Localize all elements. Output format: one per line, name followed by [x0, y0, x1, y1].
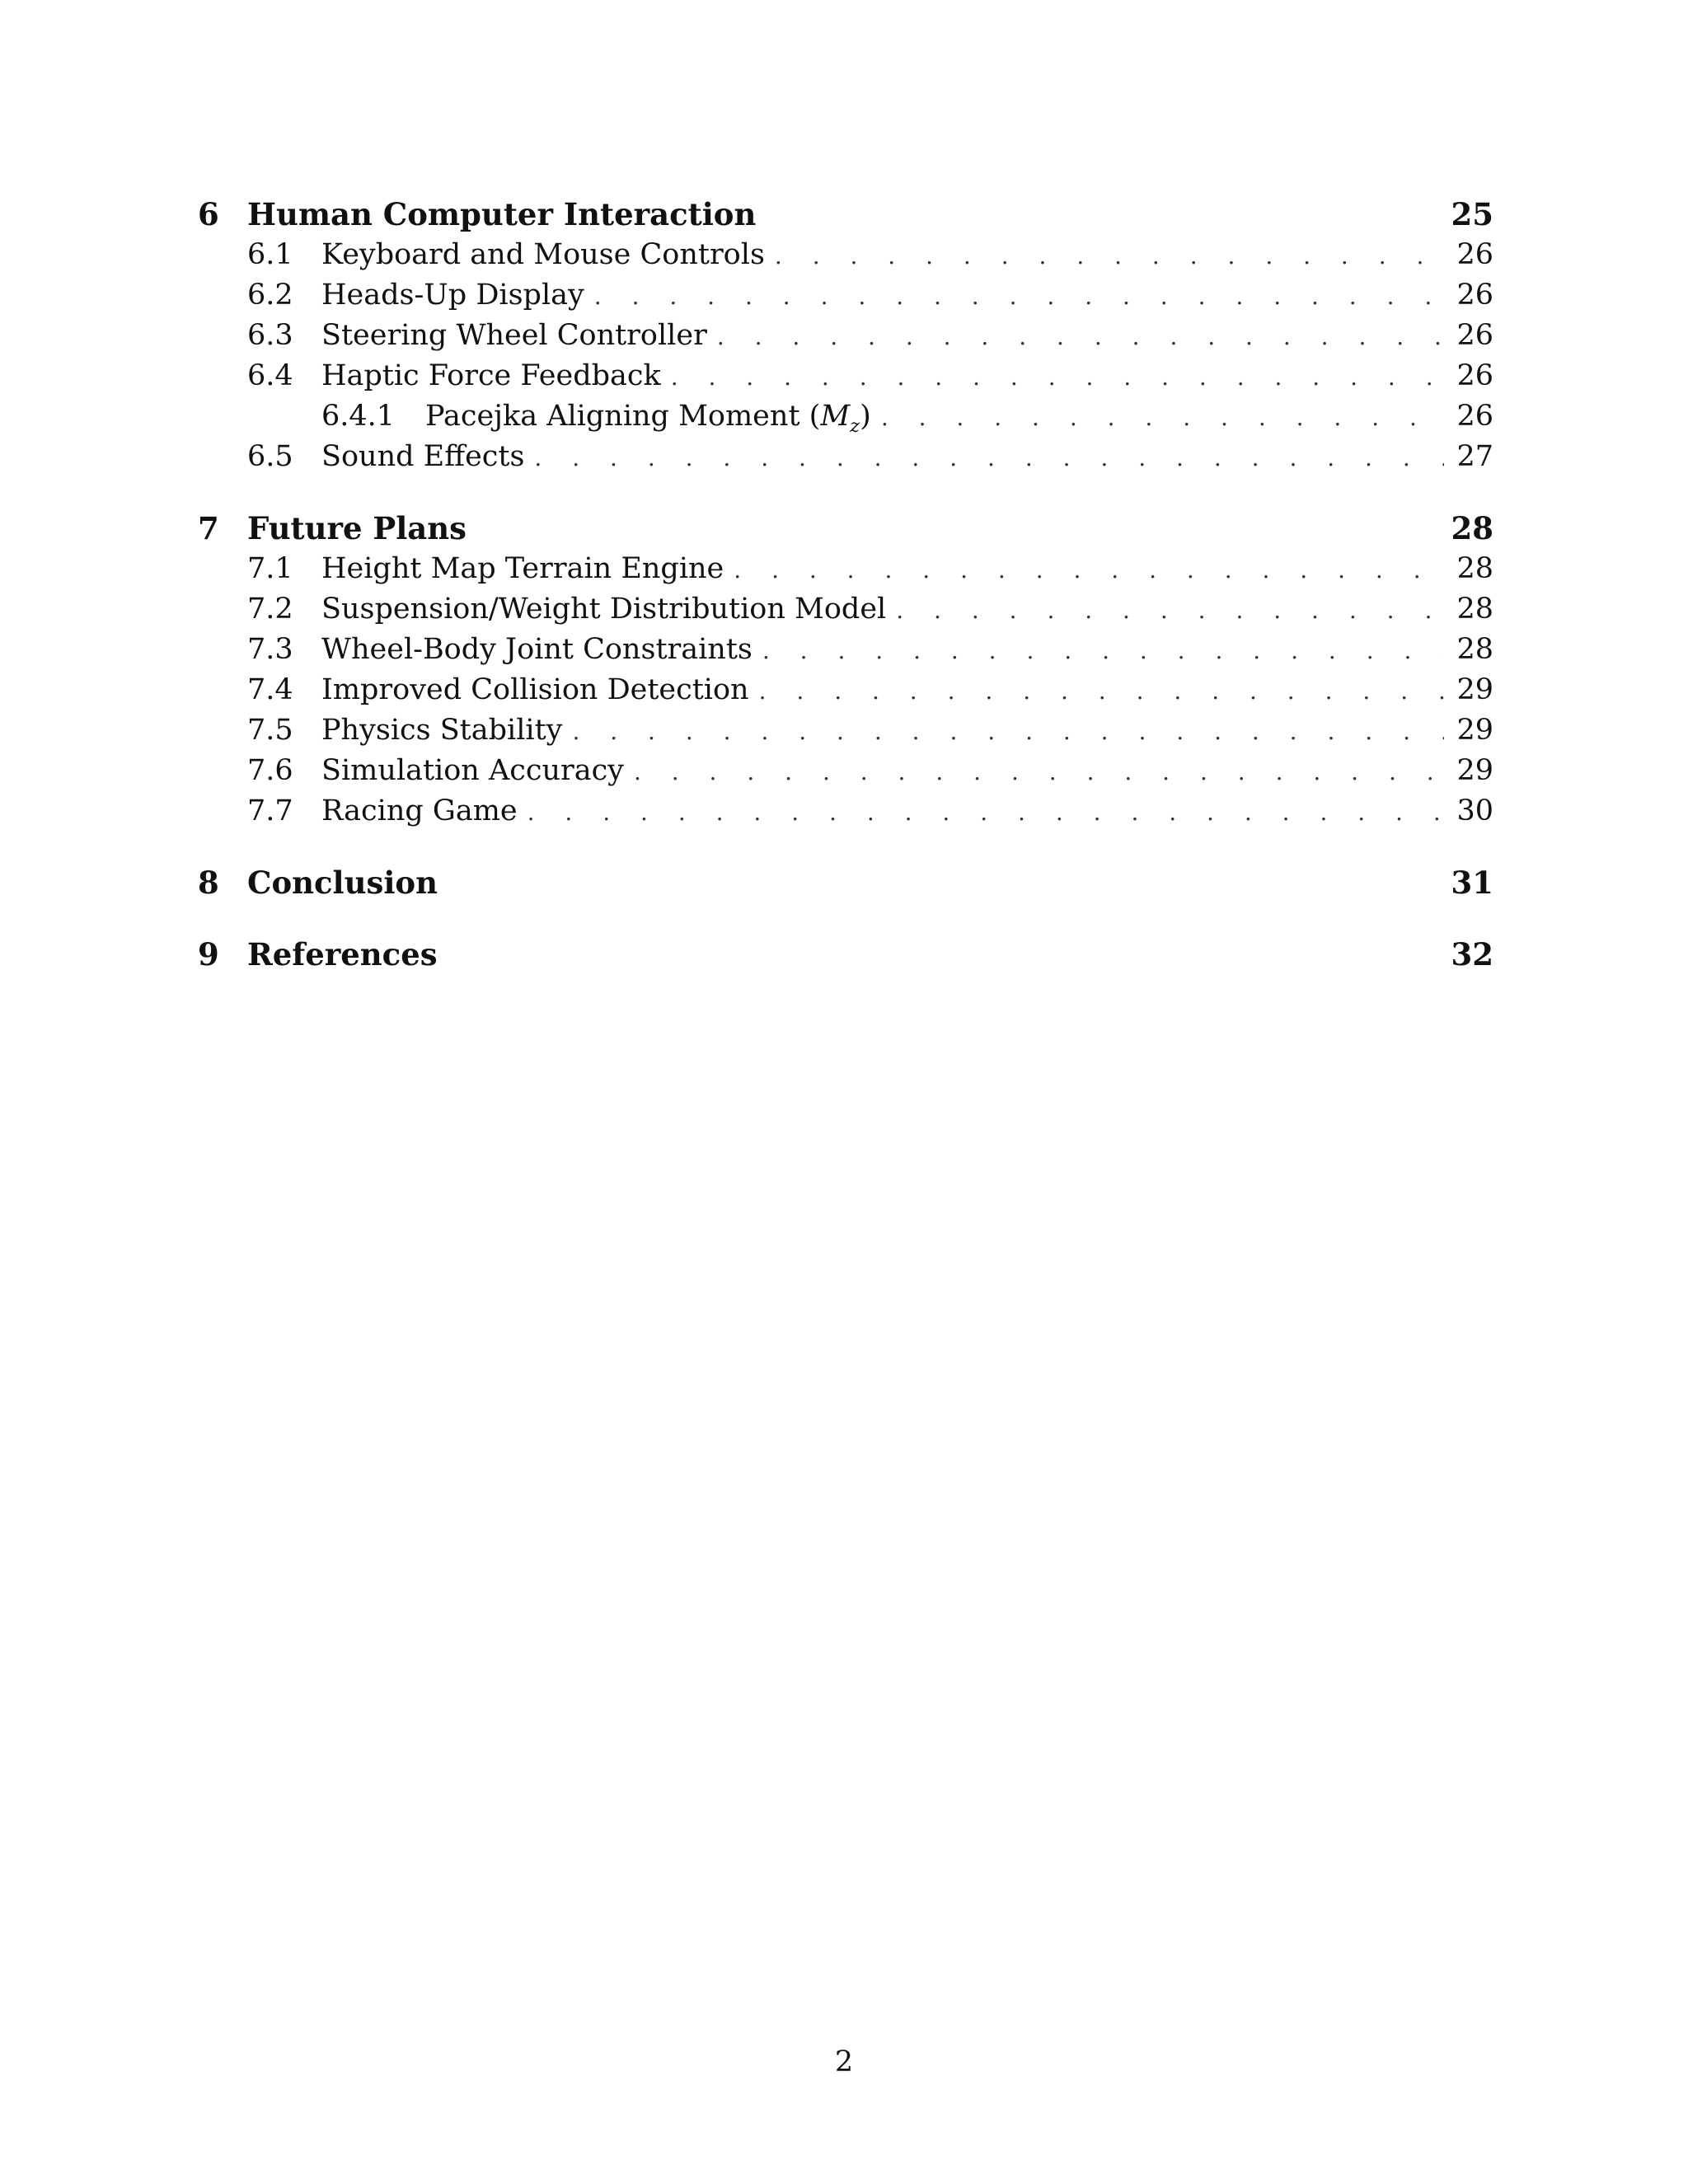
entry-page: 29 — [1456, 673, 1493, 706]
toc-entry-6-1[interactable] — [198, 235, 1493, 275]
entry-title: Improved Collision Detection — [321, 673, 749, 706]
entry-page: 30 — [1456, 794, 1493, 827]
chapter-title: Conclusion — [247, 865, 438, 901]
entry-number: 6.4.1 — [321, 400, 396, 433]
entry-number: 7.5 — [247, 714, 293, 747]
entry-title: Suspension/Weight Distribution Model — [321, 593, 887, 626]
chapter-number: 6 — [198, 196, 219, 232]
chapter-page: 28 — [1451, 510, 1493, 546]
dot-leader — [765, 236, 1444, 276]
entry-page: 26 — [1456, 279, 1493, 312]
entry-number: 6.4 — [247, 359, 293, 392]
toc-chapter-8[interactable] — [198, 863, 1493, 903]
toc-entry-6-4-1[interactable] — [198, 396, 1493, 437]
toc-entry-7-5[interactable] — [198, 710, 1493, 751]
chapter-page: 31 — [1451, 865, 1493, 901]
entry-title: Height Map Terrain Engine — [321, 552, 724, 585]
table-of-contents — [198, 194, 1493, 975]
chapter-page: 32 — [1451, 936, 1493, 972]
toc-entry-7-1[interactable] — [198, 549, 1493, 589]
entry-page: 27 — [1456, 440, 1493, 473]
math-variable: M — [820, 400, 851, 433]
toc-entry-6-3[interactable] — [198, 316, 1493, 356]
toc-entry-7-4[interactable] — [198, 670, 1493, 710]
math-subscript: z — [850, 415, 860, 437]
entry-number: 6.1 — [247, 238, 293, 271]
dot-leader — [871, 397, 1444, 438]
entry-number: 7.7 — [247, 794, 293, 827]
math-close-paren: ) — [860, 400, 871, 433]
entry-page: 26 — [1456, 238, 1493, 271]
dot-leader — [518, 792, 1444, 832]
toc-entry-7-2[interactable] — [198, 589, 1493, 630]
dot-leader — [749, 671, 1444, 711]
toc-chapter-6[interactable] — [198, 194, 1493, 235]
entry-title: Sound Effects — [321, 440, 525, 473]
dot-leader — [724, 550, 1444, 590]
entry-page: 26 — [1456, 319, 1493, 352]
dot-leader — [753, 630, 1444, 671]
entry-page: 29 — [1456, 754, 1493, 787]
entry-title-text: Pacejka Aligning Moment — [425, 400, 800, 433]
entry-title: Simulation Accuracy — [321, 754, 624, 787]
chapter-number: 7 — [198, 510, 219, 546]
dot-leader — [524, 438, 1444, 478]
entry-page: 28 — [1456, 552, 1493, 585]
toc-chapter-7[interactable] — [198, 509, 1493, 549]
entry-title: Keyboard and Mouse Controls — [321, 238, 765, 271]
chapter-title: Human Computer Interaction — [247, 196, 757, 232]
entry-title: Steering Wheel Controller — [321, 319, 707, 352]
entry-number: 7.1 — [247, 552, 293, 585]
entry-number: 6.5 — [247, 440, 293, 473]
toc-entry-6-4[interactable] — [198, 356, 1493, 396]
entry-number: 7.3 — [247, 633, 293, 666]
entry-number: 7.4 — [247, 673, 293, 706]
entry-title: Heads-Up Display — [321, 279, 584, 312]
chapter-number: 9 — [198, 936, 219, 972]
math-open-paren: ( — [809, 400, 821, 433]
entry-title: Wheel-Body Joint Constraints — [321, 633, 753, 666]
dot-leader — [624, 752, 1444, 792]
chapter-number: 8 — [198, 865, 219, 901]
toc-entry-7-7[interactable] — [198, 791, 1493, 832]
dot-leader — [707, 316, 1444, 357]
entry-number: 6.2 — [247, 279, 293, 312]
toc-entry-7-6[interactable] — [198, 751, 1493, 791]
entry-page: 26 — [1456, 359, 1493, 392]
dot-leader — [661, 357, 1444, 397]
entry-title: Haptic Force Feedback — [321, 359, 661, 392]
chapter-title: Future Plans — [247, 510, 467, 546]
chapter-title: References — [247, 936, 438, 972]
page-number: 2 — [834, 2046, 854, 2079]
entry-title: Physics Stability — [321, 714, 563, 747]
toc-entry-6-5[interactable] — [198, 437, 1493, 477]
entry-title: Racing Game — [321, 794, 518, 827]
dot-leader — [886, 590, 1444, 630]
entry-page: 28 — [1456, 633, 1493, 666]
toc-entry-7-3[interactable] — [198, 630, 1493, 670]
entry-page: 26 — [1456, 400, 1493, 433]
entry-number: 7.6 — [247, 754, 293, 787]
toc-entry-6-2[interactable] — [198, 275, 1493, 316]
entry-page: 29 — [1456, 714, 1493, 747]
entry-page: 28 — [1456, 593, 1493, 626]
toc-chapter-9[interactable] — [198, 935, 1493, 975]
dot-leader — [562, 711, 1444, 752]
entry-number: 7.2 — [247, 593, 293, 626]
dot-leader — [584, 276, 1444, 316]
chapter-page: 25 — [1451, 196, 1493, 232]
entry-number: 6.3 — [247, 319, 293, 352]
